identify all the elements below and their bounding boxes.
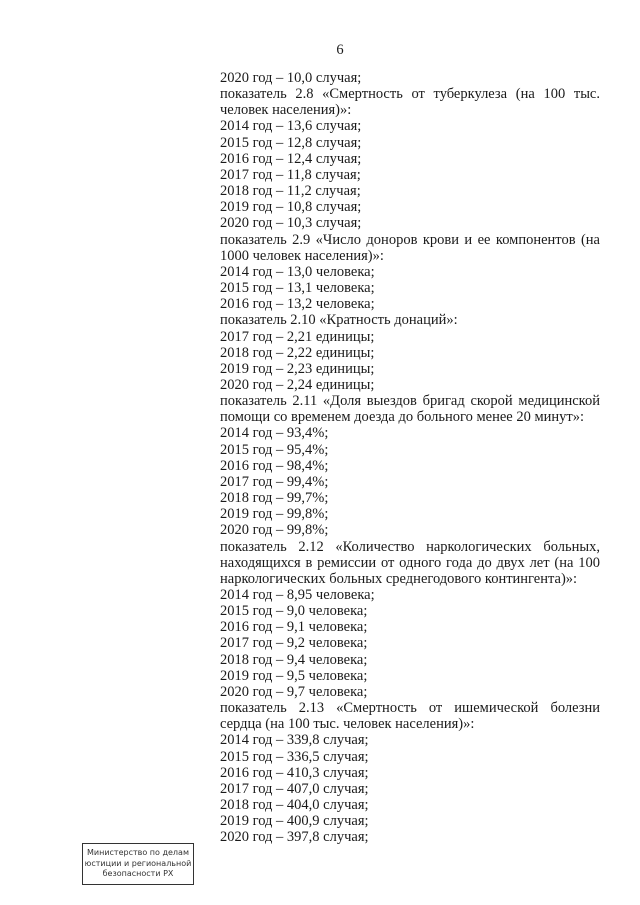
text-line: 2017 год – 9,2 человека; — [220, 635, 368, 652]
indicator-heading: показатель 2.13 «Смертность от ишемической болезни сердца (на 100 тыс. человек населения)»: — [220, 700, 600, 733]
text-line: 2019 год – 10,8 случая; — [220, 199, 362, 216]
text-line: 2020 год – 10,0 случая; — [220, 70, 362, 86]
text-line: 2016 год – 410,3 случая; — [220, 764, 369, 781]
text-line: 2017 год – 407,0 случая; — [220, 780, 369, 797]
text-line: 2019 год – 2,23 единицы; — [220, 360, 375, 377]
text-line: 2014 год – 13,0 человека; — [220, 263, 375, 280]
text-line: 2015 год – 9,0 человека; — [220, 603, 368, 620]
text-line: 2016 год – 13,2 человека; — [220, 296, 375, 313]
text-line: 2017 год – 11,8 случая; — [220, 166, 361, 183]
text-line: 2017 год – 99,4%; — [220, 473, 329, 490]
text-line: 2020 год – 99,8%; — [220, 522, 329, 539]
text-line: 2017 год – 2,21 единицы; — [220, 328, 375, 345]
text-line: 2014 год – 13,6 случая; — [220, 118, 362, 135]
text-line: 2015 год – 12,8 случая; — [220, 134, 362, 151]
text-line: 2014 год – 8,95 человека; — [220, 587, 375, 603]
text-line: 2015 год – 95,4%; — [220, 441, 329, 458]
text-line: 2020 год – 9,7 человека; — [220, 683, 368, 700]
text-line: 2016 год – 98,4%; — [220, 457, 329, 474]
text-line: 2019 год – 400,9 случая; — [220, 813, 369, 830]
text-line: 2018 год – 9,4 человека; — [220, 651, 368, 668]
text-line: показатель 2.10 «Кратность донаций»: — [220, 312, 458, 329]
text-line: 2015 год – 336,5 случая; — [220, 748, 369, 765]
text-line: 2020 год – 10,3 случая; — [220, 215, 362, 232]
text-line: 2018 год – 11,2 случая; — [220, 183, 361, 200]
indicator-heading: показатель 2.12 «Количество наркологических больных, находящихся в ремиссии от одного года до двух лет (на 100 наркологических больных среднегодового контингента)»: — [220, 538, 600, 587]
text-line: 2016 год – 9,1 человека; — [220, 619, 368, 636]
text-line: 2020 год – 2,24 единицы; — [220, 376, 375, 393]
text-line: 2015 год – 13,1 человека; — [220, 280, 375, 297]
text-line: 2014 год – 339,8 случая; — [220, 732, 369, 749]
text-line: 2016 год – 12,4 случая; — [220, 150, 362, 167]
stamp-line: Министерство по делам — [87, 848, 189, 857]
text-line: 2018 год – 2,22 единицы; — [220, 344, 375, 361]
text-line: 2019 год – 99,8%; — [220, 506, 329, 523]
stamp-line: безопасности РХ — [102, 869, 174, 878]
text-line: 2018 год – 99,7%; — [220, 490, 329, 507]
text-line: 2018 год – 404,0 случая; — [220, 797, 369, 814]
text-line: 2019 год – 9,5 человека; — [220, 667, 368, 684]
text-line: 2014 год – 93,4%; — [220, 425, 329, 442]
text-line: 2020 год – 397,8 случая; — [220, 829, 369, 846]
document-body — [220, 70, 600, 846]
registration-stamp — [82, 843, 194, 885]
indicator-heading: показатель 2.8 «Смертность от туберкулеза (на 100 тыс. человек населения)»: — [220, 86, 600, 119]
stamp-line: юстиции и региональной — [84, 858, 192, 868]
indicator-heading: показатель 2.9 «Число доноров крови и ее компонентов (на 1000 человек населения)»: — [220, 231, 600, 264]
indicator-heading: показатель 2.11 «Доля выездов бригад скорой медицинской помощи со временем доезда до больного менее 20 минут»: — [220, 393, 600, 426]
page-number: 6 — [336, 42, 344, 58]
